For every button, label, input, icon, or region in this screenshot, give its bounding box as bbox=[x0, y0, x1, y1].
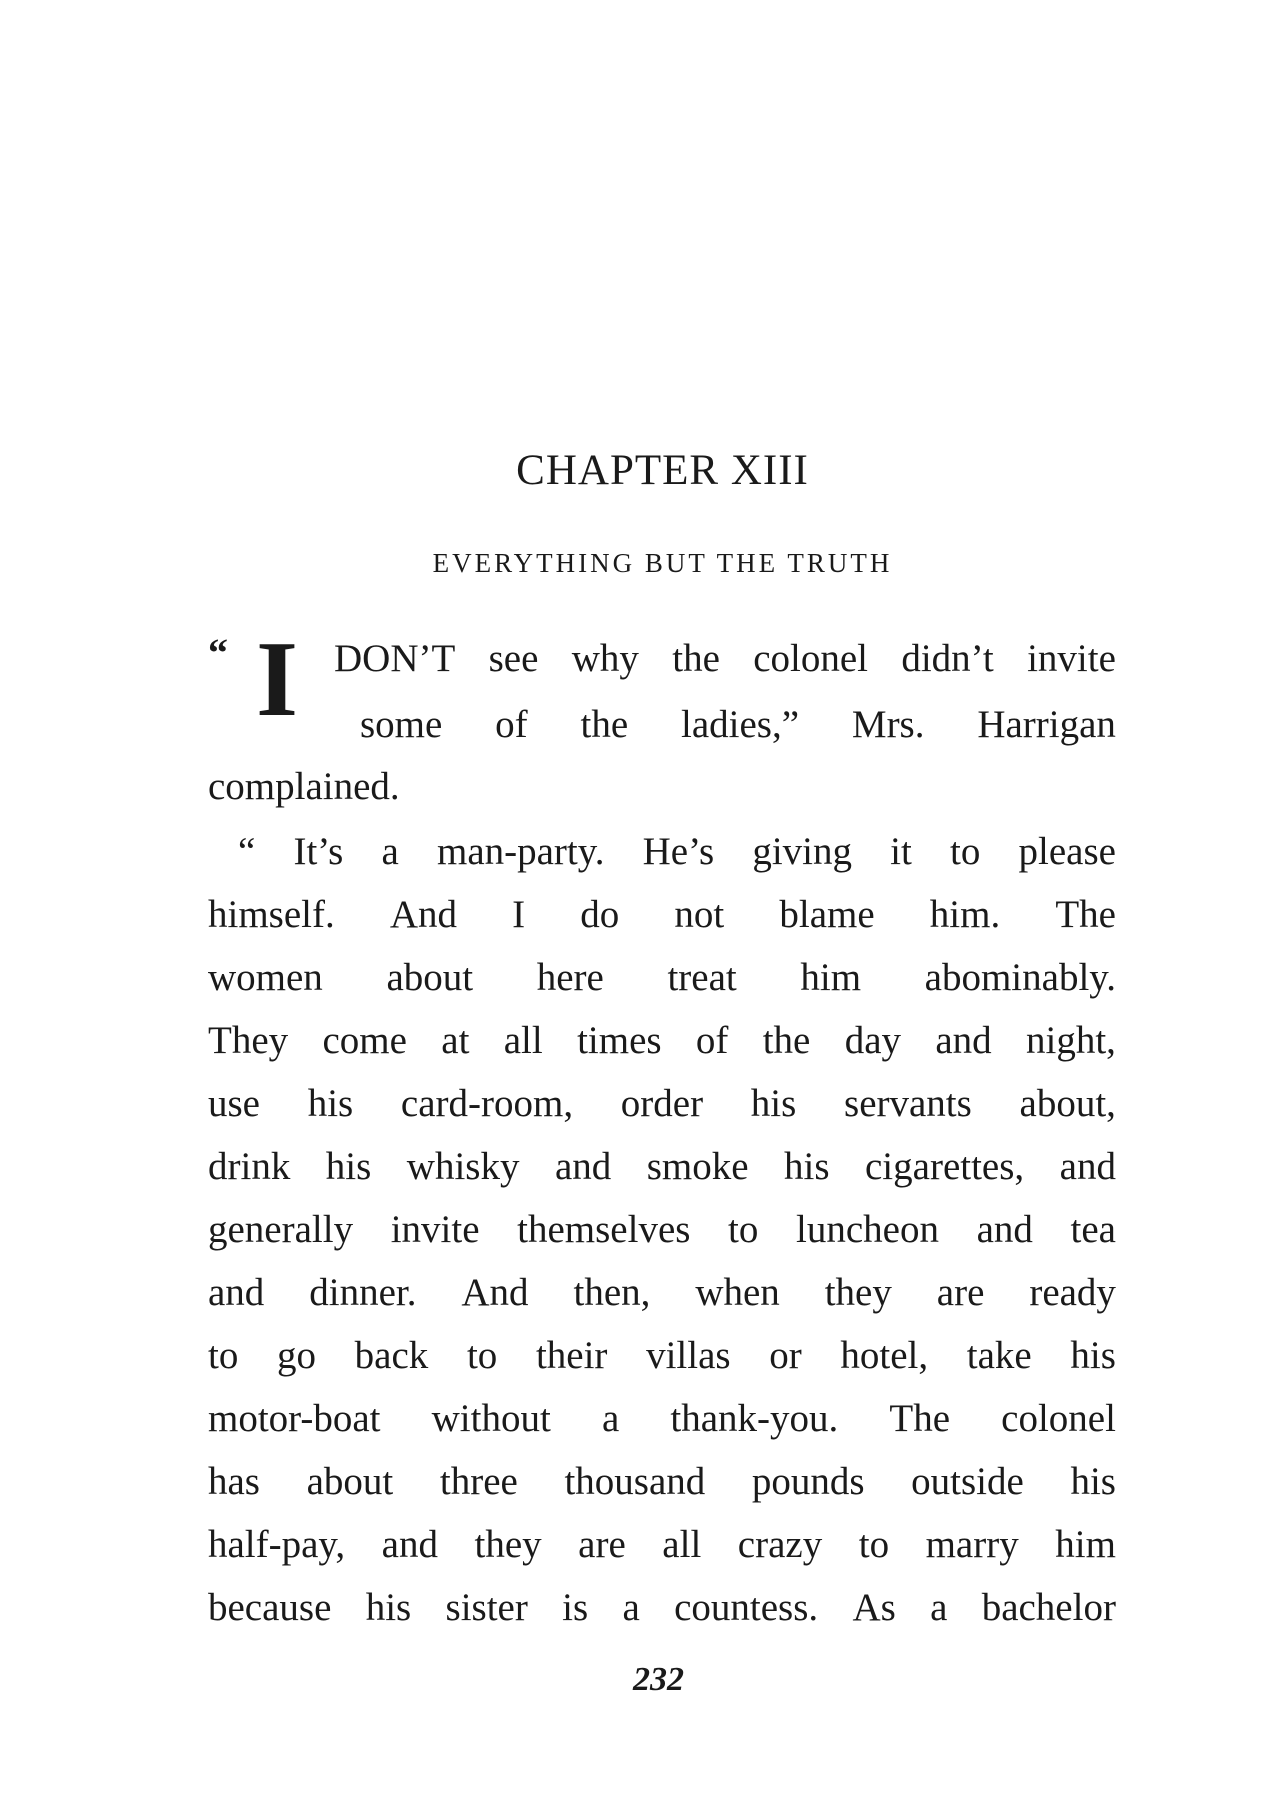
line1-word: the bbox=[672, 637, 720, 680]
line2-word: ladies,” bbox=[681, 703, 800, 746]
text-line: has about three thousand pounds outside his bbox=[208, 1460, 1116, 1503]
line2-word: Mrs. bbox=[851, 703, 925, 746]
line2-word: the bbox=[580, 703, 629, 746]
chapter-title: CHAPTER XIII bbox=[516, 447, 809, 494]
text-line: motor-boat without a thank-you. The colonel bbox=[208, 1397, 1116, 1440]
line1-word: colonel bbox=[753, 637, 868, 680]
line2-word: Harrigan bbox=[977, 703, 1116, 746]
line1-word: DON’T bbox=[334, 637, 456, 680]
text-line: use his card-room, order his servants about, bbox=[208, 1082, 1116, 1125]
opening-line-2 bbox=[360, 694, 1116, 756]
drop-cap-block bbox=[208, 620, 328, 739]
text-line: himself. And I do not blame him. The bbox=[208, 893, 1116, 936]
text-line: and dinner. And then, when they are ready bbox=[208, 1271, 1116, 1314]
text-line: “ It’s a man-party. He’s giving it to please bbox=[238, 830, 1116, 873]
line1-word: invite bbox=[1027, 637, 1116, 680]
text-line: generally invite themselves to luncheon and tea bbox=[208, 1208, 1116, 1251]
body-text bbox=[208, 820, 1116, 1639]
drop-cap: I bbox=[256, 620, 299, 739]
page-number: 232 bbox=[633, 1661, 684, 1698]
opening-line-1 bbox=[334, 628, 1116, 690]
chapter-subtitle: EVERYTHING BUT THE TRUTH bbox=[432, 548, 893, 578]
text-line: to go back to their villas or hotel, take his bbox=[208, 1334, 1116, 1377]
text-line: half-pay, and they are all crazy to marry him bbox=[208, 1523, 1116, 1566]
line2-word: of bbox=[495, 703, 528, 746]
line1-word: see bbox=[488, 637, 539, 680]
text-line: drink his whisky and smoke his cigarettes, and bbox=[208, 1145, 1116, 1188]
text-line: They come at all times of the day and night, bbox=[208, 1019, 1116, 1062]
line1-word: why bbox=[571, 637, 639, 680]
text-line: because his sister is a countess. As a bachelor bbox=[208, 1586, 1116, 1629]
text-line: women about here treat him abominably. bbox=[208, 956, 1116, 999]
opening-quote-mark: “ bbox=[208, 630, 228, 675]
line2-word: some bbox=[360, 703, 443, 746]
line1-word: didn’t bbox=[901, 637, 994, 680]
opening-line-3: complained. bbox=[208, 765, 400, 808]
